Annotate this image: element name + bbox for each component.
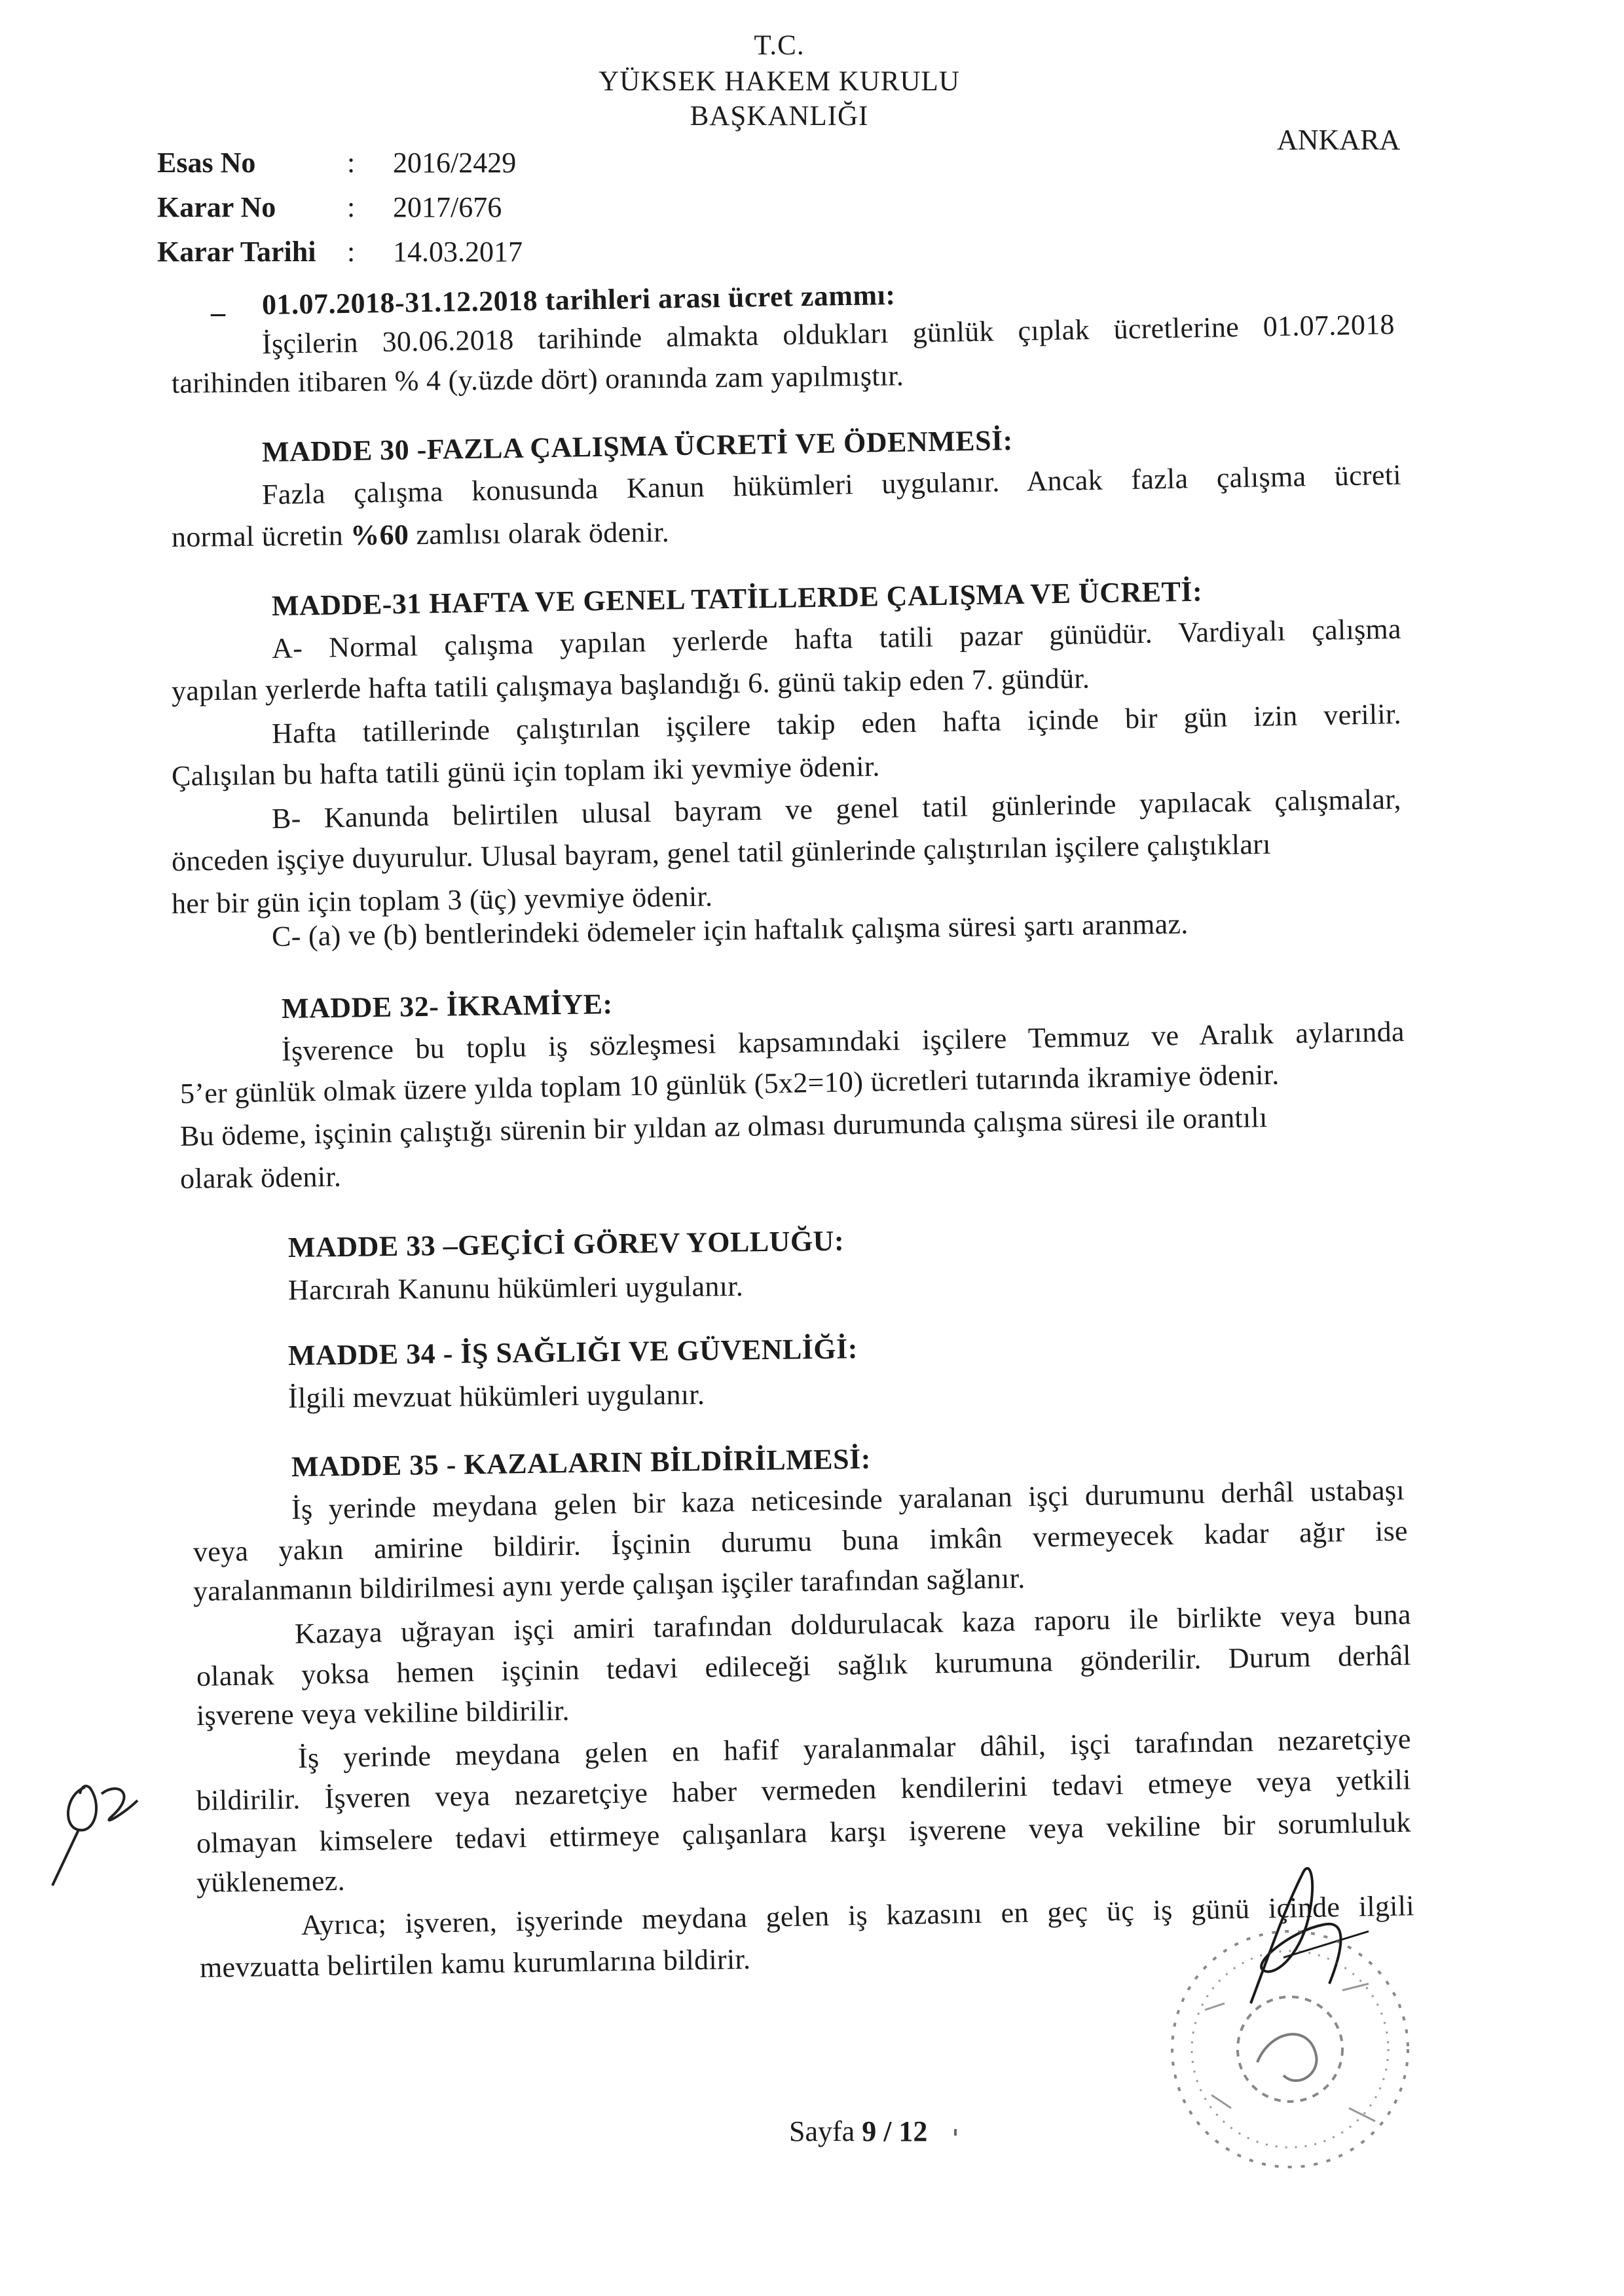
madde-31-line-7: her bir gün için toplam 3 (üç) yevmiye ödenir.: [171, 880, 713, 920]
raise-line-2: tarihinden itibaren % 4 (y.üzde dört) oranında zam yapılmıştır.: [171, 359, 904, 399]
case-meta: [157, 141, 523, 274]
madde-33-line: Harcırah Kanunu hükümleri uygulanır.: [287, 1269, 744, 1306]
madde-31-line-8: C- (a) ve (b) bentlerindeki ödemeler için haftalık çalışma süresi şartı aranmaz.: [271, 907, 1189, 953]
madde-35-heading: MADDE 35 - KAZALARIN BİLDİRİLMESİ:: [291, 1442, 872, 1483]
meta-key: Karar Tarihi: [157, 236, 316, 268]
meta-value: 2017/676: [393, 191, 502, 223]
page-footer: [789, 2115, 927, 2148]
madde-35-line-11: Ayrıca; işveren, işyerinde meydana gelen iş kazasını en geç üç iş günü içinde ilgili: [301, 1889, 1415, 1941]
meta-row-esas: [157, 141, 523, 185]
madde-30-line-2-post: zamlısı olarak ödenir.: [408, 516, 670, 551]
madde-32-line-2: 5’er günlük olmak üzere yılda toplam 10 günlük (5x2=10) ücretleri tutarında ikramiye ödenir.: [179, 1058, 1280, 1110]
madde-30-line-1: Fazla çalışma konusunda Kanun hükümleri uygulanır. Ancak fazla çalışma ücreti: [261, 458, 1402, 511]
madde-35-line-8: bildirilir. İşveren veya nezaretçiye haber vermeden kendilerini tedavi etmeye veya yetkili: [196, 1763, 1412, 1817]
header-presidency: BAŞKANLIĞI: [690, 101, 869, 132]
madde-31-line-4: Çalışılan bu hafta tatili günü için toplam iki yevmiye ödenir.: [171, 750, 880, 792]
madde-34-line: İlgili mevzuat hükümleri uygulanır.: [287, 1378, 705, 1414]
madde-32-heading: MADDE 32- İKRAMİYE:: [281, 987, 613, 1025]
madde-35-line-12: mevzuatta belirtilen kamu kurumlarına bildirir.: [199, 1942, 751, 1984]
madde-31-line-1: A- Normal çalışma yapılan yerlerde hafta tatili pazar günüdür. Vardiyalı çalışma: [271, 612, 1402, 665]
meta-colon: :: [347, 191, 356, 223]
header-city: ANKARA: [1277, 124, 1401, 156]
meta-key: Esas No: [157, 147, 256, 179]
meta-row-karar: [157, 185, 523, 230]
meta-row-tarih: [157, 230, 523, 274]
meta-key: Karar No: [157, 191, 276, 223]
madde-35-line-3: yaralanmanın bildirilmesi aynı yerde çalışan işçiler tarafından sağlanır.: [193, 1562, 1025, 1607]
page-number: 9 / 12: [862, 2115, 928, 2147]
raise-dash: –: [211, 297, 226, 329]
madde-31-line-5: B- Kanunda belirtilen ulusal bayram ve genel tatil günlerinde yapılacak çalışmalar,: [271, 782, 1402, 835]
madde-30-heading: MADDE 30 -FAZLA ÇALIŞMA ÜCRETİ VE ÖDENMESİ:: [261, 424, 1014, 468]
madde-34-heading: MADDE 34 - İŞ SAĞLIĞI VE GÜVENLİĞİ:: [287, 1332, 858, 1372]
meta-value: 14.03.2017: [393, 236, 523, 268]
raise-line-1: İşçilerin 30.06.2018 tarihinde almakta oldukları günlük çıplak ücretlerine 01.07.2018: [261, 308, 1395, 360]
madde-30-percent: %60: [350, 519, 409, 552]
madde-32-line-3: Bu ödeme, işçinin çalıştığı sürenin bir yıldan az olması durumunda çalışma süresi ile orantılı: [179, 1101, 1268, 1152]
madde-30-line-2: [172, 515, 670, 554]
madde-31-heading: MADDE-31 HAFTA VE GENEL TATİLLERDE ÇALIŞMA VE ÜCRETİ:: [271, 575, 1203, 622]
meta-colon: :: [347, 236, 356, 268]
madde-35-line-1: İş yerinde meydana gelen bir kaza neticesinde yaralanan işçi durumunu derhâl ustabaşı: [291, 1474, 1405, 1525]
madde-30-line-2-pre: normal ücretin: [171, 519, 351, 553]
madde-35-line-4: Kazaya uğrayan işçi amiri tarafından doldurulacak kaza raporu ile birlikte veya buna: [294, 1598, 1412, 1650]
raise-heading: 01.07.2018-31.12.2018 tarihleri arası ücret zammı:: [261, 278, 896, 321]
meta-colon: :: [347, 147, 356, 179]
madde-35-line-7: İş yerinde meydana gelen en hafif yaralanmalar dâhil, işçi tarafından nezaretçiye: [297, 1722, 1412, 1774]
header-tc: T.C.: [754, 30, 805, 61]
madde-33-heading: MADDE 33 –GEÇİCİ GÖREV YOLLUĞU:: [287, 1224, 845, 1264]
madde-35-line-5: olanak yoksa hemen işçinin tedavi edileceği sağlık kurumuna gönderilir. Durum derhâl: [196, 1639, 1412, 1692]
meta-value: 2016/2429: [393, 147, 517, 179]
madde-32-line-1: İşverence bu toplu iş sözleşmesi kapsamındaki işçilere Temmuz ve Aralık aylarında: [281, 1015, 1405, 1067]
madde-31-line-6: önceden işçiye duyurulur. Ulusal bayram, genel tatil günlerinde çalıştırılan işçilere çalıştıkları: [171, 828, 1272, 877]
scan-dot: [954, 2129, 957, 2136]
madde-35-line-2: veya yakın amirine bildirir. İşçinin durumu buna imkân vermeyecek kadar ağır ise: [193, 1514, 1409, 1568]
madde-35-line-10: yüklenemez.: [196, 1864, 346, 1899]
madde-31-line-3: Hafta tatillerinde çalıştırılan işçilere takip eden hafta içinde bir gün izin verilir.: [271, 697, 1402, 750]
madde-32-line-4: olarak ödenir.: [179, 1160, 342, 1195]
madde-35-line-9: olmayan kimselere tedavi ettirmeye çalışanlara karşı işverene veya vekiline bir sorumluluk: [196, 1806, 1412, 1859]
madde-35-line-6: işverene veya vekiline bildirilir.: [196, 1694, 570, 1732]
page-prefix: Sayfa: [789, 2115, 862, 2147]
handwritten-initials-icon: [39, 1768, 151, 1892]
madde-31-line-2: yapılan yerlerde hafta tatili çalışmaya başlandığı 6. günü takip eden 7. gündür.: [171, 662, 1090, 707]
round-stamp-icon: [1153, 1912, 1428, 2187]
header-institution: YÜKSEK HAKEM KURULU: [599, 66, 960, 97]
